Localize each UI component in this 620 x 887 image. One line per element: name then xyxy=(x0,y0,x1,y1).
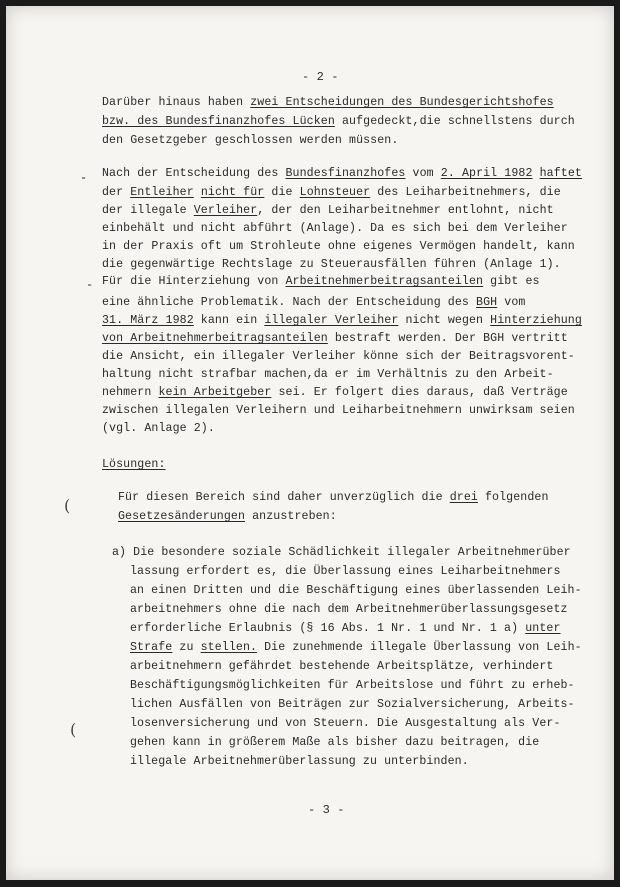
para1-line-6: die gegenwärtige Rechtslage zu Steuerausfällen führen (Anlage 1). xyxy=(102,258,561,271)
para2-line-3: 31. März 1982 kann ein illegaler Verleiher nicht wegen Hinterziehung xyxy=(102,314,582,327)
margin-mark: ( xyxy=(70,720,77,739)
page-number-top: - 2 - xyxy=(302,70,339,84)
underlined-phrase: zwei Entscheidungen des Bundesgerichtshofes xyxy=(250,96,554,109)
intro-line-1: Darüber hinaus haben zwei Entscheidungen des Bundesgerichtshofes xyxy=(102,96,554,109)
para1-line-3: der illegale Verleiher, der den Leiharbeitnehmer entlohnt, nicht xyxy=(102,204,554,217)
item-a-line-12: illegale Arbeitnehmerüberlassung zu unterbinden. xyxy=(130,755,469,768)
document-page xyxy=(6,6,614,880)
item-a-line-4: arbeitnehmers ohne die nach dem Arbeitnehmerüberlassungsgesetz xyxy=(130,603,568,616)
para2-line-1: Für die Hinterziehung von Arbeitnehmerbeitragsanteilen gibt es xyxy=(102,275,540,288)
item-a-line-9: lichen Ausfällen von Beiträgen zur Sozialversicherung, Arbeits- xyxy=(130,698,575,711)
solutions-line-1: Für diesen Bereich sind daher unverzüglich die drei folgenden xyxy=(118,491,549,504)
para2-line-4: von Arbeitnehmerbeitragsanteilen bestraft werden. Der BGH vertritt xyxy=(102,332,568,345)
intro-line-3: den Gesetzgeber geschlossen werden müssen. xyxy=(102,134,399,147)
para1-line-2: der Entleiher nicht für die Lohnsteuer des Leiharbeitnehmers, die xyxy=(102,186,561,199)
item-a-line-10: losenversicherung und von Steuern. Die Ausgestaltung als Ver- xyxy=(130,717,561,730)
item-a-line-7: arbeitnehmern gefährdet bestehende Arbeitsplätze, verhindert xyxy=(130,660,554,673)
bullet-dash: - xyxy=(80,171,88,185)
para2-line-8: zwischen illegalen Verleihern und Leiharbeitnehmern unwirksam seien xyxy=(102,404,575,417)
para1-line-4: einbehält und nicht abführt (Anlage). Da es sich bei dem Verleiher xyxy=(102,222,568,235)
para2-line-2: eine ähnliche Problematik. Nach der Entscheidung des BGH vom xyxy=(102,296,526,309)
item-a-line-11: gehen kann in größerem Maße als bisher dazu beitragen, die xyxy=(130,736,540,749)
para2-line-7: nehmern kein Arbeitgeber sei. Er folgert dies daraus, daß Verträge xyxy=(102,386,568,399)
para2-line-5: die Ansicht, ein illegaler Verleiher könne sich der Beitragsvorent- xyxy=(102,350,575,363)
item-a-line-6: Strafe zu stellen. Die zunehmende illegale Überlassung von Leih- xyxy=(130,641,582,654)
para1-line-5: in der Praxis oft um Strohleute ohne eigenes Vermögen handelt, kann xyxy=(102,240,575,253)
item-a-line-1: a) Die besondere soziale Schädlichkeit illegaler Arbeitnehmerüber xyxy=(112,546,571,559)
item-a-line-2: lassung erfordert es, die Überlassung eines Leiharbeitnehmers xyxy=(130,565,561,578)
page-number-bottom: - 3 - xyxy=(308,803,345,817)
intro-line-2: bzw. des Bundesfinanzhofes Lücken aufgedeckt,die schnellstens durch xyxy=(102,115,575,128)
item-a-line-3: an einen Dritten und die Beschäftigung eines überlassenden Leih- xyxy=(130,584,582,597)
para2-line-9: (vgl. Anlage 2). xyxy=(102,422,215,435)
bullet-dash: - xyxy=(86,278,94,292)
item-a-line-5: erforderliche Erlaubnis (§ 16 Abs. 1 Nr. 1 und Nr. 1 a) unter xyxy=(130,622,561,635)
item-a-line-8: Beschäftigungsmöglichkeiten für Arbeitslose und führt zu erheb- xyxy=(130,679,575,692)
para1-line-1: Nach der Entscheidung des Bundesfinanzhofes vom 2. April 1982 haftet xyxy=(102,167,582,180)
section-heading: Lösungen: xyxy=(102,458,166,471)
solutions-line-2: Gesetzesänderungen anzustreben: xyxy=(118,510,337,523)
underlined-phrase: bzw. des Bundesfinanzhofes Lücken xyxy=(102,115,335,128)
margin-mark: ( xyxy=(64,496,71,515)
para2-line-6: haltung nicht strafbar machen,da er im Verhältnis zu den Arbeit- xyxy=(102,368,554,381)
